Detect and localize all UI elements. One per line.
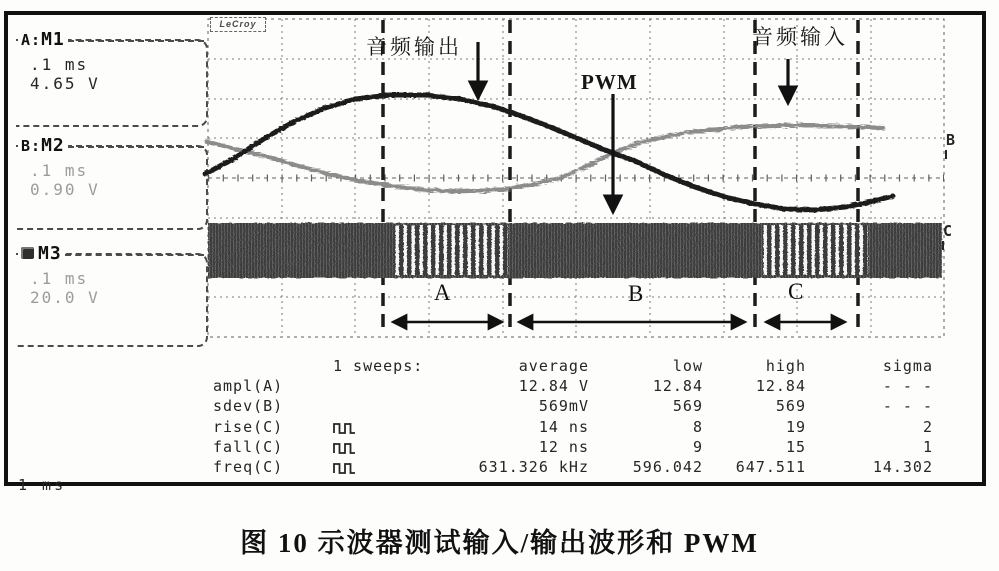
label-dash-rule bbox=[65, 254, 204, 256]
audio-output-annotation: 音频输出 bbox=[366, 35, 462, 59]
measure-value: 12.84 V bbox=[518, 377, 589, 396]
squarewave-icon bbox=[333, 461, 357, 474]
lecroy-logo: LeCroy bbox=[210, 17, 266, 32]
channel-box-m2 bbox=[16, 135, 208, 230]
region-c-label: C bbox=[788, 279, 804, 304]
measure-value: 596.042 bbox=[632, 457, 703, 476]
measure-value: 631.326 kHz bbox=[478, 457, 589, 476]
measure-value: 19 bbox=[785, 417, 806, 436]
channel-b-label: B:M2 bbox=[18, 135, 68, 156]
channel-a-volts: 4.65 V bbox=[30, 74, 100, 93]
audio-input-trace bbox=[205, 125, 885, 191]
measure-value: 569 bbox=[775, 397, 806, 416]
measure-value: 9 bbox=[692, 437, 703, 456]
measure-value: 569mV bbox=[538, 397, 589, 416]
pwm-sparse-zone-c bbox=[763, 225, 868, 275]
trace-b-tick bbox=[945, 150, 947, 159]
measure-value: - - - bbox=[882, 397, 933, 416]
pwm-trace bbox=[208, 223, 942, 278]
region-a-label: A bbox=[434, 280, 451, 305]
pwm-sparse-zone-a bbox=[395, 225, 508, 275]
main-timebase: 1 ms bbox=[18, 476, 67, 494]
waveform-graticule bbox=[207, 18, 945, 338]
measure-row-name: fall(C) bbox=[213, 437, 284, 456]
measure-value: 14.302 bbox=[872, 457, 933, 476]
measure-value: 8 bbox=[692, 417, 703, 436]
label-dash-rule bbox=[68, 146, 204, 148]
graticule-grid bbox=[208, 19, 944, 337]
measure-value: 15 bbox=[785, 437, 806, 456]
channel-box-m1 bbox=[16, 29, 208, 127]
channel-a-timebase: .1 ms bbox=[30, 55, 89, 74]
measure-value: - - - bbox=[882, 377, 933, 396]
measure-row-name: freq(C) bbox=[213, 457, 284, 476]
measure-row-name: ampl(A) bbox=[213, 377, 284, 396]
measure-value: 14 ns bbox=[538, 417, 589, 436]
measure-value: 12.84 bbox=[652, 377, 703, 396]
measure-value: 2 bbox=[922, 417, 933, 436]
trace-c-tick bbox=[942, 241, 944, 250]
trace-b-marker: B bbox=[946, 131, 955, 159]
channel-b-timebase: .1 ms bbox=[30, 161, 89, 180]
measure-value: 1 bbox=[922, 437, 933, 456]
region-b-label: B bbox=[628, 281, 644, 306]
measure-value: 647.511 bbox=[735, 457, 806, 476]
label-dash-rule bbox=[68, 40, 204, 42]
pwm-annotation: PWM bbox=[581, 70, 638, 94]
squarewave-icon bbox=[333, 441, 357, 454]
channel-box-m3 bbox=[16, 243, 208, 347]
measure-value: 12.84 bbox=[755, 377, 806, 396]
audio-input-annotation: 音频输入 bbox=[752, 25, 848, 49]
measure-value: 12 ns bbox=[538, 437, 589, 456]
channel-b-volts: 0.90 V bbox=[30, 180, 100, 199]
audio-output-trace bbox=[205, 95, 893, 210]
figure-caption: 图 10 示波器测试输入/输出波形和 PWM bbox=[240, 528, 759, 558]
channel-c-volts: 20.0 V bbox=[30, 288, 100, 307]
channel-c-timebase: .1 ms bbox=[30, 269, 89, 288]
channel-c-icon bbox=[21, 247, 34, 259]
col-header-high: high bbox=[765, 357, 806, 375]
measure-value: 569 bbox=[672, 397, 703, 416]
col-header-low: low bbox=[672, 357, 703, 375]
measurement-table bbox=[213, 357, 935, 478]
measure-row-name: sdev(B) bbox=[213, 397, 284, 416]
col-header-sigma: sigma bbox=[882, 357, 933, 375]
squarewave-icon bbox=[333, 421, 357, 434]
col-header-average: average bbox=[518, 357, 589, 375]
channel-c-label: M3 bbox=[18, 243, 65, 264]
trace-c-marker: C bbox=[943, 222, 952, 250]
channel-a-label: A:M1 bbox=[18, 29, 68, 50]
measure-row-name: rise(C) bbox=[213, 417, 284, 436]
sweeps-label: 1 sweeps: bbox=[333, 357, 424, 375]
